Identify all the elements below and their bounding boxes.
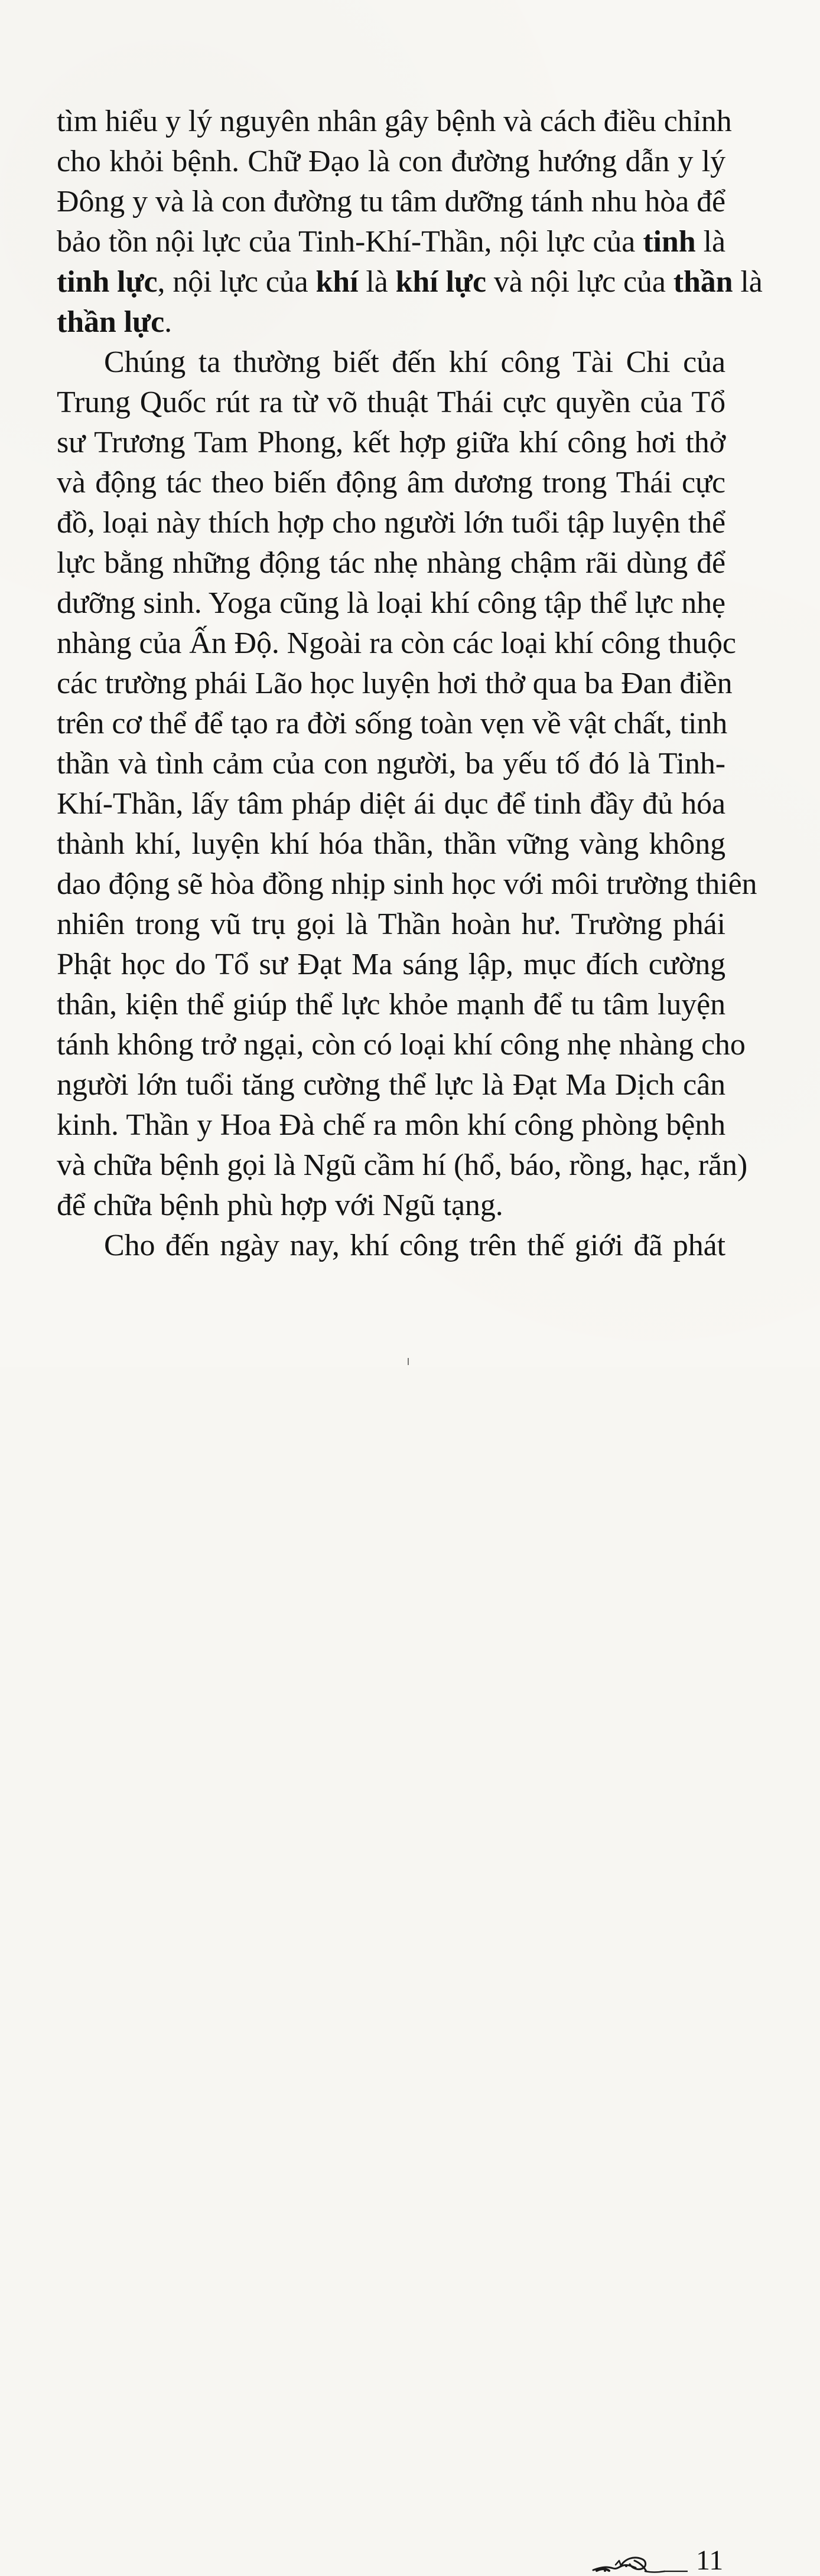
page-number: 11 [696, 2545, 724, 2576]
paragraph-start: Chúng ta thường biết đến khí công Tài Chi của [104, 345, 725, 379]
text-line: và chữa bệnh gọi là Ngũ cầm hí (hổ, báo, rồng, hạc, rắn) [57, 1148, 748, 1182]
text-span: bảo tồn nội lực của Tinh-Khí-Thần, nội lực của [57, 225, 643, 259]
text-line: dao động sẽ hòa đồng nhịp sinh học với môi trường thiên [57, 867, 757, 901]
bold-term: tinh [643, 225, 696, 259]
text-line: và động tác theo biến động âm dương trong Thái cực [57, 466, 725, 499]
text-line: người lớn tuổi tăng cường thể lực là Đạt Ma Dịch cân [57, 1068, 725, 1102]
text-line: tánh không trở ngại, còn có loại khí công nhẹ nhàng cho [57, 1028, 746, 1062]
text-line: Trung Quốc rút ra từ võ thuật Thái cực quyền của Tổ [57, 386, 725, 419]
text-line: đồ, loại này thích hợp cho người lớn tuổi tập luyện thể [57, 506, 725, 540]
text-line: tìm hiểu y lý nguyên nhân gây bệnh và cách điều chỉnh [57, 105, 732, 138]
text-line: các trường phái Lão học luyện hơi thở qua ba Đan điền [57, 667, 733, 700]
text-span: . [164, 305, 172, 339]
text-span: là [358, 265, 396, 299]
text-line: Phật học do Tổ sư Đạt Ma sáng lập, mục đích cường [57, 948, 725, 981]
text-line: lực bằng những động tác nhẹ nhàng chậm rãi dùng để [57, 546, 725, 580]
text-span: và nội lực của [486, 265, 673, 299]
text-line-bold-mixed [57, 302, 725, 342]
bold-term: tinh lực [57, 265, 158, 299]
text-line: dưỡng sinh. Yoga cũng là loại khí công tập thể lực nhẹ [57, 586, 725, 620]
text-line: để chữa bệnh phù hợp với Ngũ tạng. [57, 1189, 503, 1222]
text-line: Khí-Thần, lấy tâm pháp diệt ái dục để tinh đầy đủ hóa [57, 787, 725, 821]
bold-term: khí [315, 265, 359, 299]
text-line: cho khỏi bệnh. Chữ Đạo là con đường hướng dẫn y lý [57, 145, 725, 178]
text-span: , nội lực của [157, 265, 316, 299]
text-line: sư Trương Tam Phong, kết hợp giữa khí công hơi thở [57, 426, 725, 459]
page-footer [0, 1273, 820, 2576]
bold-term: khí lực [395, 265, 486, 299]
bold-term: thần lực [57, 305, 165, 339]
text-line-bold-mixed [57, 262, 763, 302]
text-span: là [733, 265, 763, 299]
text-line: thành khí, luyện khí hóa thần, thần vững vàng không [57, 827, 725, 861]
text-line-bold-mixed [57, 222, 725, 262]
decorative-flourish-icon [591, 2550, 688, 2575]
text-line: nhàng của Ấn Độ. Ngoài ra còn các loại khí công thuộc [57, 626, 736, 660]
text-line: kinh. Thần y Hoa Đà chế ra môn khí công phòng bệnh [57, 1108, 725, 1142]
paragraph-start: Cho đến ngày nay, khí công trên thế giới đã phát [104, 1229, 725, 1262]
bold-term: thần [673, 265, 733, 299]
text-line: Đông y và là con đường tu tâm dưỡng tánh nhu hòa để [57, 185, 725, 218]
bottom-edge-mark [408, 1358, 409, 1365]
text-line: thân, kiện thể giúp thể lực khỏe mạnh để tu tâm luyện [57, 988, 725, 1021]
text-line: thần và tình cảm của con người, ba yếu tố đó là Tinh- [57, 747, 725, 781]
text-line: trên cơ thể để tạo ra đời sống toàn vẹn về vật chất, tinh [57, 707, 728, 740]
text-line: nhiên trong vũ trụ gọi là Thần hoàn hư. Trường phái [57, 907, 725, 941]
body-text [57, 102, 763, 1266]
text-span: là [695, 225, 725, 259]
